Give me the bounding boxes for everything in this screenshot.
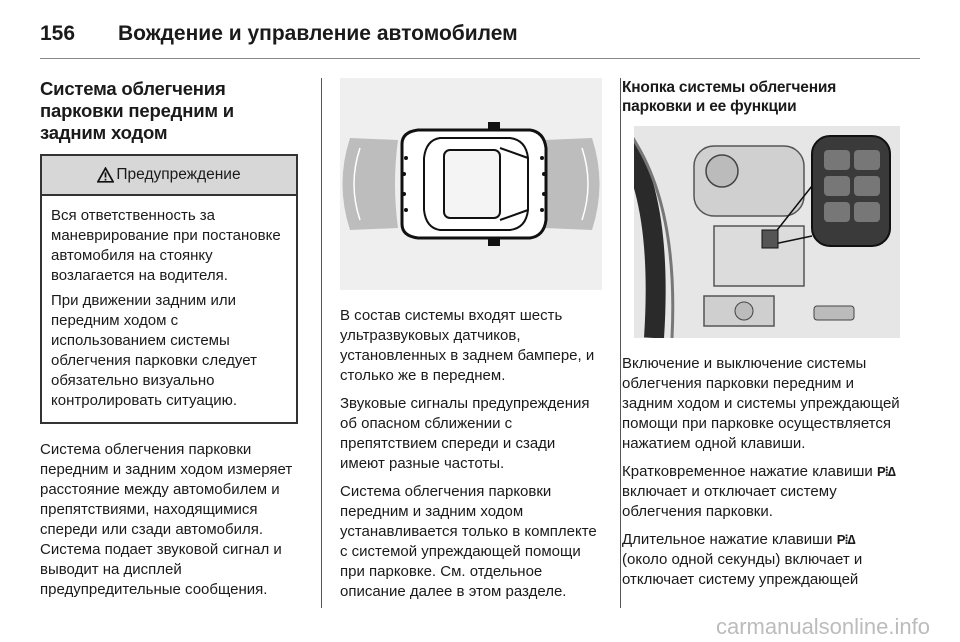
header-rule <box>40 58 920 59</box>
page-number: 156 <box>40 22 76 45</box>
watermark: carmanualsonline.info <box>715 614 930 639</box>
sensor-diagram-figure <box>340 78 602 290</box>
warning-text-2: При движении задним или передним ходом с использованием системы облегчения парковки следует обязательно визуально контролировать ситуацию. <box>51 292 257 409</box>
paragraph: Звуковые сигналы предупреждения об опасном сближении с препятствием спереди и сзади имеют разные частоты. <box>340 395 590 472</box>
button-location-figure <box>634 126 900 338</box>
warning-header <box>42 156 296 196</box>
page-header <box>40 14 518 54</box>
warning-icon <box>97 167 114 183</box>
text-end: включает и отключает систему облегчения парковки. <box>622 483 837 520</box>
car-sensor-diagram <box>340 78 602 290</box>
sub-heading: Кнопка системы облегчения парковки и ее функции <box>622 79 837 115</box>
warning-body <box>42 196 296 422</box>
text-start: Кратковременное нажатие клавиши <box>622 463 873 480</box>
text-start: Длительное нажатие клавиши <box>622 531 833 548</box>
parking-button-icon: P⁞∆ <box>876 464 895 479</box>
paragraph: В состав системы входят шесть ультразвуковых датчиков, установленных в заднем бампере, и столько же в переднем. <box>340 307 595 384</box>
section-heading: Система облегчения парковки передним и задним ходом <box>40 78 234 143</box>
paragraph: Система облегчения парковки передним и задним ходом устанавливается только в комплекте с системой упреждающей помощи при парковке. См. отдельное описание далее в этом разделе. <box>340 483 597 600</box>
paragraph: Включение и выключение системы облегчения парковки передним и задним ходом и системы упреждающей помощи при парковке осуществляется нажатием одной клавиши. <box>622 355 900 452</box>
column-divider <box>620 78 621 608</box>
column-divider <box>321 78 322 608</box>
column-3 <box>622 78 900 598</box>
parking-button-icon: P⁞∆ <box>836 532 855 547</box>
paragraph: Система облегчения парковки передним и задним ходом измеряет расстояние между автомобилем и препятствиями, находящимися спереди или сзади автомобиля. Система подает звуковой сигнал и выводит на дисплей предупредительные сообщения. <box>40 441 293 598</box>
paragraph <box>622 462 900 522</box>
warning-text-1: Вся ответственность за маневрирование при постановке автомобиля на стоянку возлагается на водителя. <box>51 207 281 284</box>
column-1 <box>40 78 302 608</box>
column-2 <box>340 78 602 610</box>
page-title: Вождение и управление автомобилем <box>118 22 518 45</box>
warning-box <box>40 154 298 424</box>
text-end: (около одной секунды) включает и отключает систему упреждающей <box>622 551 863 588</box>
dashboard-illustration <box>634 126 900 338</box>
warning-title: Предупреждение <box>116 166 241 183</box>
paragraph <box>622 530 900 590</box>
